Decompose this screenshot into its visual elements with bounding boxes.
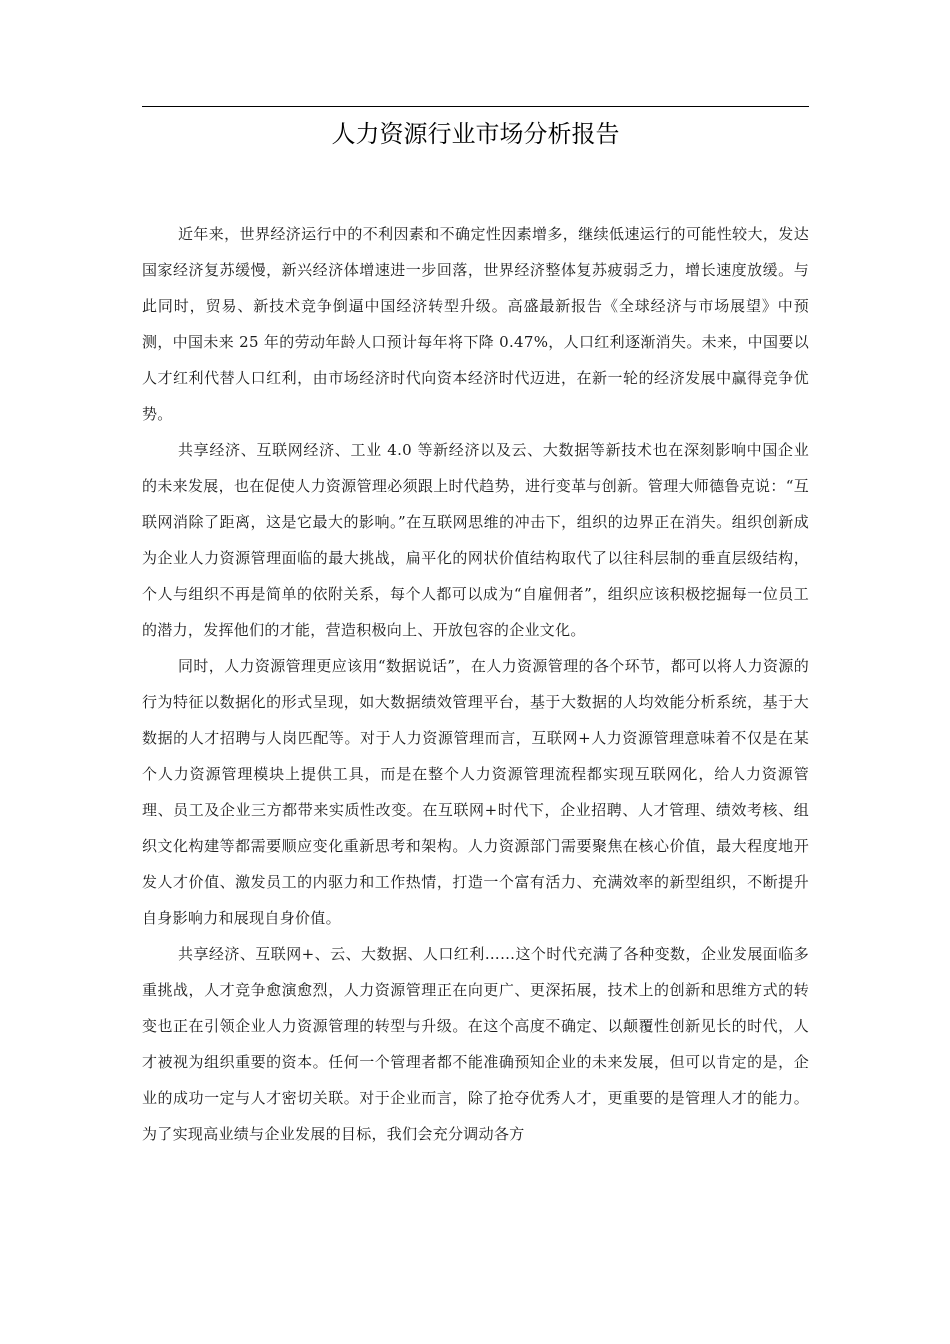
document-title: 人力资源行业市场分析报告 bbox=[331, 120, 620, 148]
document-body bbox=[142, 216, 809, 1152]
paragraph-3: 同时，人力资源管理更应该用“数据说话”，在人力资源管理的各个环节，都可以将人力资源的行为特征以数据化的形式呈现，如大数据绩效管理平台，基于大数据的人均效能分析系统，基于大数据的人才招聘与人岗匹配等。对于人力资源管理而言，互联网+人力资源管理意味着不仅是在某个人力资源管理模块上提供工具，而是在整个人力资源管理流程都实现互联网化，给人力资源管理、员工及企业三方都带来实质性改变。在互联网+时代下，企业招聘、人才管理、绩效考核、组织文化构建等都需要顺应变化重新思考和架构。人力资源部门需要聚焦在核心价值，最大程度地开发人才价值、激发员工的内驱力和工作热情，打造一个富有活力、充满效率的新型组织，不断提升自身影响力和展现自身价值。 bbox=[142, 657, 809, 927]
paragraph-4: 共享经济、互联网+、云、大数据、人口红利……这个时代充满了各种变数，企业发展面临多重挑战，人才竞争愈演愈烈，人力资源管理正在向更广、更深拓展，技术上的创新和思维方式的转变也正在引领企业人力资源管理的转型与升级。在这个高度不确定、以颠覆性创新见长的时代，人才被视为组织重要的资本。任何一个管理者都不能准确预知企业的未来发展，但可以肯定的是，企业的成功一定与人才密切关联。对于企业而言，除了抢夺优秀人才，更重要的是管理人才的能力。为了实现高业绩与企业发展的目标，我们会充分调动各方 bbox=[142, 945, 809, 1143]
header-rule bbox=[142, 106, 809, 107]
paragraph-1: 近年来，世界经济运行中的不利因素和不确定性因素增多，继续低速运行的可能性较大，发达国家经济复苏缓慢，新兴经济体增速进一步回落，世界经济整体复苏疲弱乏力，增长速度放缓。与此同时，贸易、新技术竞争倒逼中国经济转型升级。高盛最新报告《全球经济与市场展望》中预测，中国未来 25 年的劳动年龄人口预计每年将下降 0.47%，人口红利逐渐消失。未来，中国要以人才红利代替人口红利，由市场经济时代向资本经济时代迈进，在新一轮的经济发展中赢得竞争优势。 bbox=[142, 225, 809, 423]
paragraph-2: 共享经济、互联网经济、工业 4.0 等新经济以及云、大数据等新技术也在深刻影响中国企业的未来发展，也在促使人力资源管理必须跟上时代趋势，进行变革与创新。管理大师德鲁克说：“互联网消除了距离，这是它最大的影响。”在互联网思维的冲击下，组织的边界正在消失。组织创新成为企业人力资源管理面临的最大挑战，扁平化的网状价值结构取代了以往科层制的垂直层级结构，个人与组织不再是简单的依附关系，每个人都可以成为“自雇佣者”，组织应该积极挖掘每一位员工的潜力，发挥他们的才能，营造积极向上、开放包容的企业文化。 bbox=[142, 441, 809, 639]
